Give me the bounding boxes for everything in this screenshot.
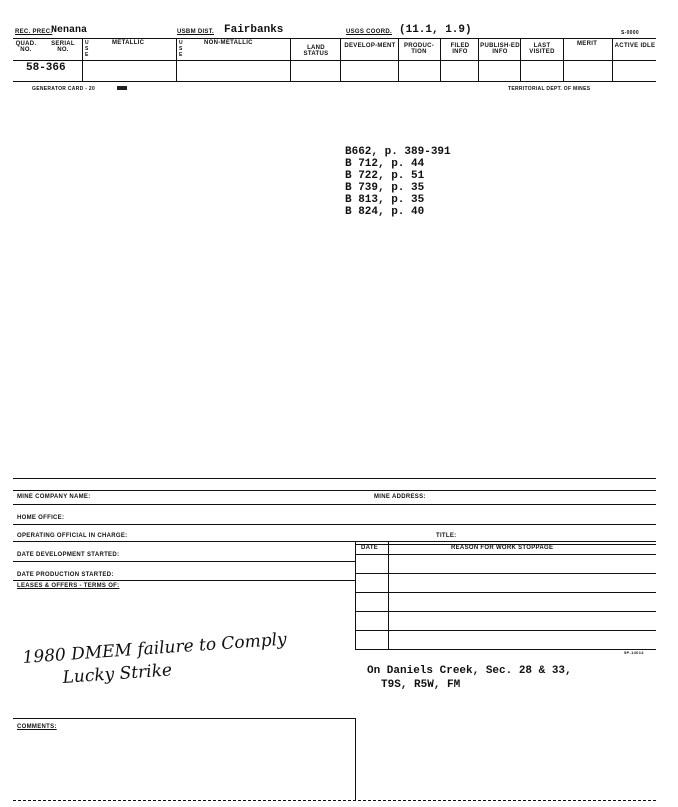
mine-address-label: MINE ADDRESS: [374,494,426,500]
quad-serial-value: 58-366 [26,62,66,74]
leases-offers-label: LEASES & OFFERS - TERMS OF: [17,583,120,589]
table-row-line [355,592,656,593]
col-divider [398,38,399,81]
usgs-coord-label: USGS COORD. [346,29,392,35]
rule-dev-started [13,561,355,562]
home-office-label: HOME OFFICE: [17,515,65,521]
table-row-line [355,573,656,574]
col-development: DEVELOP-MENT [344,43,396,49]
usbm-dist-value: Fairbanks [224,24,284,36]
date-development-started-label: DATE DEVELOPMENT STARTED: [17,552,120,558]
col-metallic: METALLIC [112,40,145,46]
rec-prec-value: Nenana [51,25,88,36]
table-date-divider [388,541,389,649]
col-divider [440,38,441,81]
location-line1: On Daniels Creek, Sec. 28 & 33, [367,665,572,677]
rule-top [13,38,656,39]
reference-line: B 712, p. 44 [345,158,425,170]
rule-operating [13,524,656,525]
col-land-status: LAND STATUS [303,45,329,57]
table-row-line [355,554,656,555]
rule-home-office [13,504,656,505]
reference-line: B 722, p. 51 [345,170,425,182]
comments-divider [355,718,356,800]
col-quad-no: QUAD. NO. [15,41,37,53]
comments-label: COMMENTS: [17,724,57,730]
generator-card-label: GENERATOR CARD - 20 [32,86,96,92]
location-line2: T9S, R5W, FM [381,679,461,691]
title-label: TITLE: [436,533,457,539]
col-merit: MERIT [577,41,598,47]
col-published-info: PUBLISH-ED INFO [480,43,520,55]
col-use-metallic: U S E [85,40,89,58]
rule-record-bottom [13,81,656,82]
date-production-started-label: DATE PRODUCTION STARTED: [17,572,114,578]
col-divider [176,38,177,81]
reference-line: B 813, p. 35 [345,194,425,206]
col-last-visited: LAST VISITED [529,43,555,55]
mine-company-name-label: MINE COMPANY NAME: [17,494,91,500]
table-row-line [355,649,656,650]
handwritten-note-line2: Lucky Strike [62,660,173,688]
col-nonmetallic: NON-METALLIC [204,40,253,46]
header-row [13,26,656,38]
table-row-line [355,611,656,612]
rule-operating-bottom [13,541,656,542]
rule-columns-bottom [13,60,656,61]
handwritten-note-line1: 1980 DMEM failure to Comply [22,629,288,668]
operating-official-label: OPERATING OFFICIAL IN CHARGE: [17,533,128,539]
table-row-line [355,630,656,631]
table-left-edge [355,541,356,649]
col-divider [520,38,521,81]
reference-list [345,146,451,218]
col-active-idle: ACTIVE IDLE [614,43,656,49]
territorial-dept-label: TERRITORIAL DEPT. OF MINES [508,86,591,92]
rule-comments [13,718,355,719]
col-divider [290,38,291,81]
reference-line: B662, p. 389-391 [345,146,451,158]
rule-form-top [13,478,656,479]
col-divider [612,38,613,81]
col-divider [340,38,341,81]
col-use-nonmetallic: U S E [179,40,183,58]
small-mark [117,86,127,90]
rec-prec-label: REC. PREC. [15,29,53,35]
reference-line: B 739, p. 35 [345,182,425,194]
usgs-coord-value: (11.1, 1.9) [399,24,472,36]
usbm-dist-label: USBM DIST. [177,29,215,35]
col-serial-no: SERIAL NO. [51,41,75,53]
col-divider [478,38,479,81]
rule-prod-started [13,580,355,581]
date-column-header: DATE [361,545,379,551]
rule-bottom [13,800,656,801]
reference-line: B 824, p. 40 [345,206,425,218]
reason-column-header: REASON FOR WORK STOPPAGE [451,545,554,551]
col-divider [563,38,564,81]
corner-code: S-0000 [621,30,639,36]
rule-form-top-2 [13,490,656,491]
col-divider [82,38,83,81]
form-number: 5P-14014 [624,650,644,655]
col-filed-info: FILED INFO [450,43,470,55]
col-production: PRODUC-TION [403,43,435,55]
